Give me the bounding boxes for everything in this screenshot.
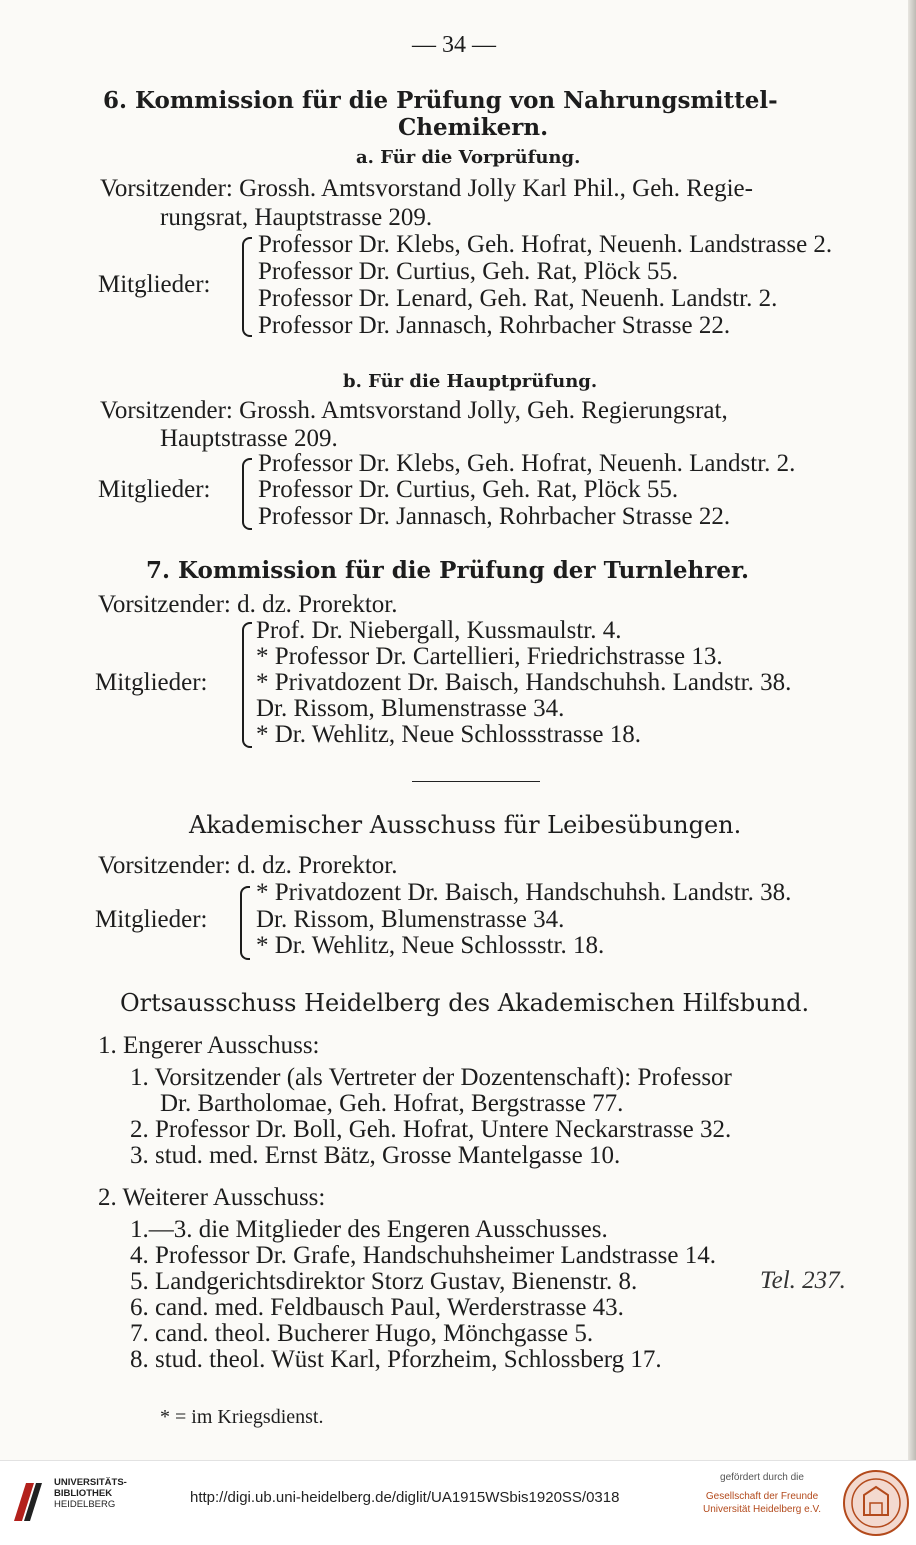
library-line: HEIDELBERG <box>54 1499 116 1510</box>
sec6-b-members-label: Mitglieder: <box>98 476 211 503</box>
sponsor-small: gefördert durch die <box>720 1472 804 1483</box>
handwritten-tel-note: Tel. 237. <box>760 1267 846 1294</box>
footnote: * = im Kriegsdienst. <box>160 1406 324 1428</box>
orts-weiterer-item: 4. Professor Dr. Grafe, Handschuhsheimer Landstrasse 14. <box>130 1242 716 1269</box>
university-seal-icon <box>842 1469 910 1537</box>
sec6-b-member: Professor Dr. Curtius, Geh. Rat, Plöck 55. <box>258 476 679 503</box>
akad-title: Akademischer Ausschuss für Leibesübungen. <box>189 811 742 839</box>
sec7-chair: Vorsitzender: d. dz. Prorektor. <box>98 591 398 618</box>
library-line: UNIVERSITÄTS- <box>54 1477 127 1488</box>
sec6-b-heading: b. Für die Hauptprüfung. <box>343 371 598 392</box>
viewer-footer <box>0 1460 916 1545</box>
sec6-title-line2: Chemikern. <box>398 114 549 141</box>
ub-heidelberg-logo-icon <box>10 1477 46 1527</box>
orts-weiterer-item: 6. cand. med. Feldbausch Paul, Werderstrasse 43. <box>130 1294 624 1321</box>
akad-chair: Vorsitzender: d. dz. Prorektor. <box>98 852 398 879</box>
akad-member: * Privatdozent Dr. Baisch, Handschuhsh. Landstr. 38. <box>256 879 792 906</box>
sec7-member: Prof. Dr. Niebergall, Kussmaulstr. 4. <box>256 617 622 644</box>
sec6-title-line1: 6. Kommission für die Prüfung von Nahrungsmittel- <box>103 87 778 114</box>
akad-brace <box>240 886 250 960</box>
akad-member: Dr. Rissom, Blumenstrasse 34. <box>256 906 565 933</box>
orts-weiterer-item: 1.—3. die Mitglieder des Engeren Ausschusses. <box>130 1216 608 1243</box>
sec6-b-member: Professor Dr. Klebs, Geh. Hofrat, Neuenh. Landstr. 2. <box>258 450 796 477</box>
sec6-a-heading: a. Für die Vorprüfung. <box>356 147 581 168</box>
sec6-a-member: Professor Dr. Curtius, Geh. Rat, Plöck 55. <box>258 258 679 285</box>
sec6-a-brace <box>242 237 252 337</box>
sponsor-line: Universität Heidelberg e.V. <box>702 1504 822 1515</box>
sec6-b-brace <box>242 458 252 530</box>
library-name <box>54 1477 127 1510</box>
library-line: BIBLIOTHEK <box>54 1488 113 1499</box>
sec7-member: * Dr. Wehlitz, Neue Schlossstrasse 18. <box>256 721 641 748</box>
sec6-b-member: Professor Dr. Jannasch, Rohrbacher Strasse 22. <box>258 503 731 530</box>
sec6-b-chair-line2: Hauptstrasse 209. <box>160 425 338 452</box>
akad-members-label: Mitglieder: <box>95 906 208 933</box>
sec7-member: * Professor Dr. Cartellieri, Friedrichstrasse 13. <box>256 643 723 670</box>
orts-engerer-item: 3. stud. med. Ernst Bätz, Grosse Mantelgasse 10. <box>130 1142 621 1169</box>
sec6-a-member: Professor Dr. Klebs, Geh. Hofrat, Neuenh. Landstrasse 2. <box>258 231 833 258</box>
orts-weiterer-item: 5. Landgerichtsdirektor Storz Gustav, Bienenstr. 8. <box>130 1268 638 1295</box>
sec6-a-chair-line1: Vorsitzender: Grossh. Amtsvorstand Jolly Karl Phil., Geh. Regie- <box>100 175 753 202</box>
orts-engerer-heading: 1. Engerer Ausschuss: <box>98 1032 320 1059</box>
sec7-member: Dr. Rissom, Blumenstrasse 34. <box>256 695 565 722</box>
permalink-url[interactable]: http://digi.ub.uni-heidelberg.de/diglit/UA1915WSbis1920SS/0318 <box>190 1489 620 1506</box>
section-divider <box>412 781 540 782</box>
sec7-brace <box>242 622 252 748</box>
page-number: — 34 — <box>412 32 496 58</box>
akad-member: * Dr. Wehlitz, Neue Schlossstr. 18. <box>256 932 605 959</box>
sec6-a-member: Professor Dr. Jannasch, Rohrbacher Strasse 22. <box>258 312 731 339</box>
sec7-title: 7. Kommission für die Prüfung der Turnlehrer. <box>146 557 749 584</box>
sec7-members-label: Mitglieder: <box>95 669 208 696</box>
page-edge <box>908 0 916 1460</box>
orts-engerer-item: 2. Professor Dr. Boll, Geh. Hofrat, Untere Neckarstrasse 32. <box>130 1116 732 1143</box>
orts-weiterer-item: 8. stud. theol. Wüst Karl, Pforzheim, Schlossberg 17. <box>130 1346 662 1373</box>
orts-title: Ortsausschuss Heidelberg des Akademischen Hilfsbund. <box>120 989 810 1017</box>
orts-engerer-item: Dr. Bartholomae, Geh. Hofrat, Bergstrasse 77. <box>160 1090 624 1117</box>
orts-engerer-item: 1. Vorsitzender (als Vertreter der Dozentenschaft): Professor <box>130 1064 732 1091</box>
sec6-a-members-label: Mitglieder: <box>98 271 211 298</box>
sec6-a-chair-line2: rungsrat, Hauptstrasse 209. <box>160 204 433 231</box>
sponsor-line: Gesellschaft der Freunde <box>705 1491 819 1502</box>
sponsor-text <box>688 1471 836 1516</box>
orts-weiterer-heading: 2. Weiterer Ausschuss: <box>98 1184 326 1211</box>
sec6-b-chair-line1: Vorsitzender: Grossh. Amtsvorstand Jolly, Geh. Regierungsrat, <box>100 397 728 424</box>
sec6-a-member: Professor Dr. Lenard, Geh. Rat, Neuenh. Landstr. 2. <box>258 285 778 312</box>
orts-weiterer-item: 7. cand. theol. Bucherer Hugo, Mönchgasse 5. <box>130 1320 594 1347</box>
sec7-member: * Privatdozent Dr. Baisch, Handschuhsh. Landstr. 38. <box>256 669 792 696</box>
